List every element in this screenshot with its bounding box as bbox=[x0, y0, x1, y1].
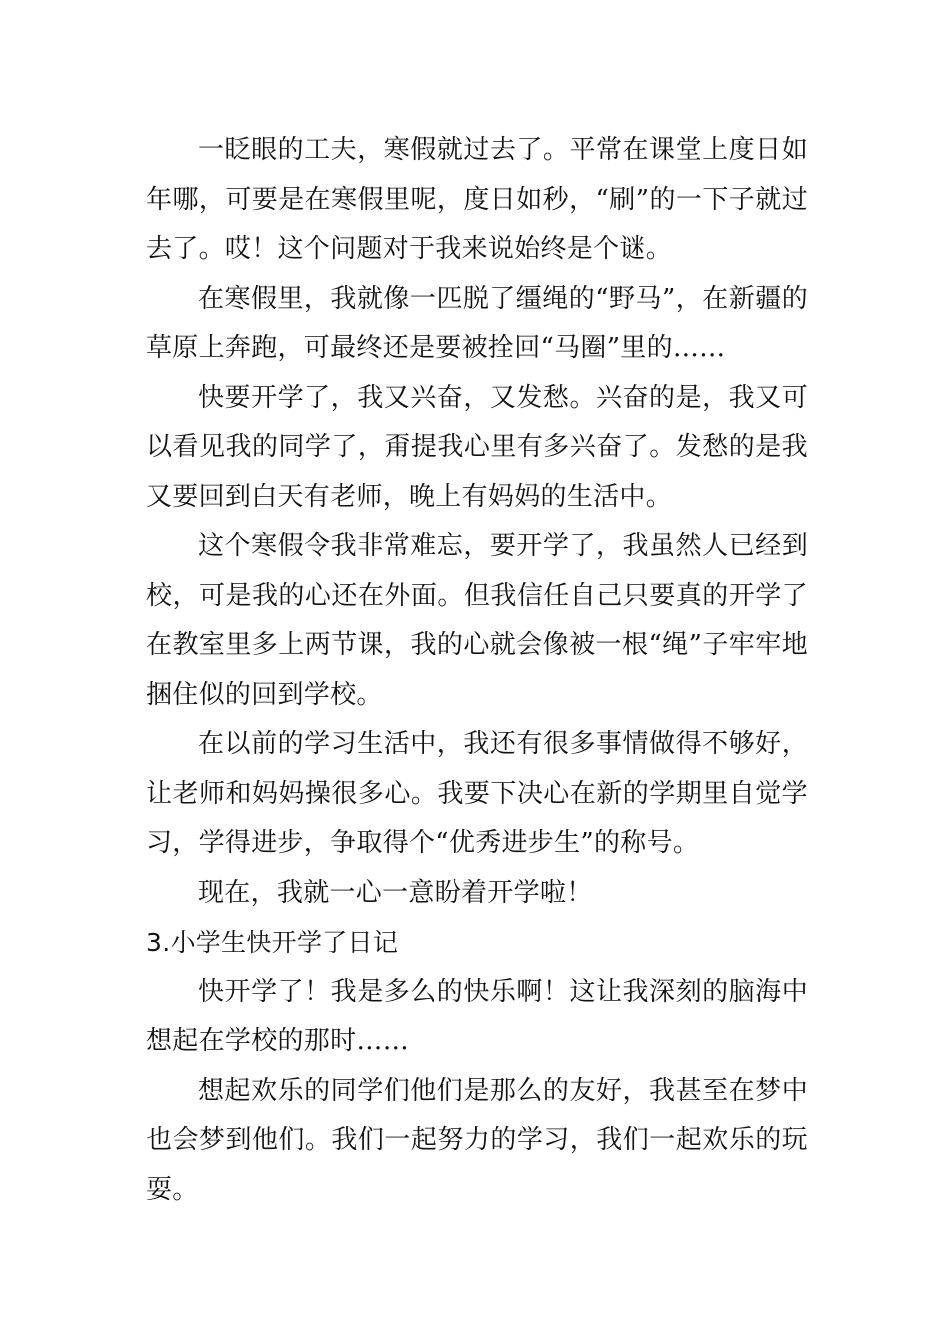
document-body bbox=[146, 126, 808, 1215]
section-heading: 3.小学生快开学了日记 bbox=[146, 928, 399, 957]
paragraph: 在寒假里，我就像一匹脱了缰绳的“野马”，在新疆的草原上奔跑，可最终还是要被拴回“马圈”里的…… bbox=[146, 283, 808, 363]
paragraph: 快要开学了，我又兴奋，又发愁。兴奋的是，我又可以看见我的同学了，甭提我心里有多兴奋了。发愁的是我又要回到白天有老师，晚上有妈妈的生活中。 bbox=[146, 382, 808, 512]
paragraph: 现在，我就一心一意盼着开学啦！ bbox=[198, 877, 593, 908]
paragraph: 快开学了！我是多么的快乐啊！这让我深刻的脑海中想起在学校的那时…… bbox=[146, 976, 808, 1056]
paragraph: 想起欢乐的同学们他们是那么的友好，我甚至在梦中也会梦到他们。我们一起努力的学习，我们一起欢乐的玩耍。 bbox=[146, 1075, 808, 1205]
paragraph: 在以前的学习生活中，我还有很多事情做得不够好，让老师和妈妈操很多心。我要下决心在新的学期里自觉学习，学得进步，争取得个“优秀进步生”的称号。 bbox=[146, 729, 808, 858]
paragraph: 这个寒假令我非常难忘，要开学了，我虽然人已经到校，可是我的心还在外面。但我信任自己只要真的开学了在教室里多上两节课，我的心就会像被一根“绳”子牢牢地捆住似的回到学校。 bbox=[146, 531, 808, 710]
paragraph: 一眨眼的工夫，寒假就过去了。平常在课堂上度日如年哪，可要是在寒假里呢，度日如秒，“刷”的一下子就过去了。哎！这个问题对于我来说始终是个谜。 bbox=[146, 135, 808, 264]
